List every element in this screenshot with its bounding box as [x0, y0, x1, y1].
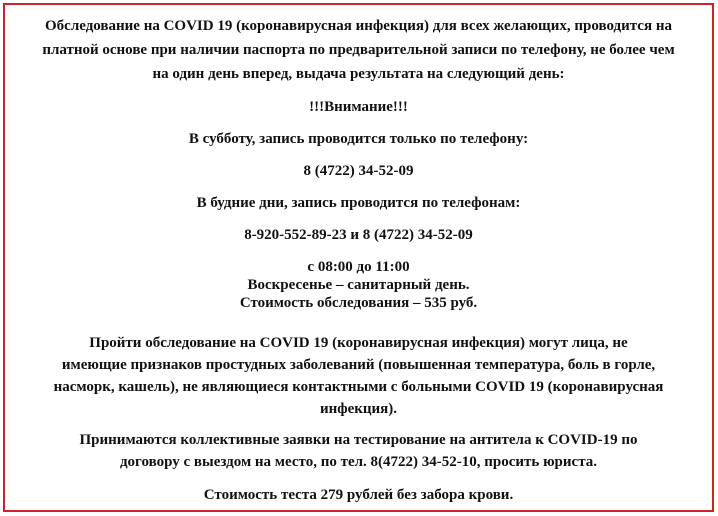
test-price: Стоимость теста 279 рублей без забора крови.	[203, 487, 514, 503]
intro-line-2: платной основе при наличии паспорта по предварительной записи по телефону, не более чем	[42, 42, 675, 58]
intro-line-3: на один день вперед, выдача результата на следующий день:	[152, 66, 565, 82]
saturday-phone: 8 (4722) 34-52-09	[303, 163, 414, 179]
eligibility-line-3: насморк, кашель), не являющиеся контактными с больными COVID 19 (коронавирусная	[53, 379, 664, 395]
collective-line-2: договору с выездом на место, по тел. 8(4722) 34-52-10, просить юриста.	[119, 454, 598, 470]
eligibility-line-1: Пройти обследование на COVID 19 (коронавирусная инфекция) могут лица, не	[89, 335, 628, 351]
sunday-note: Воскресенье – санитарный день.	[247, 277, 470, 293]
attention-heading: !!!Внимание!!!	[309, 99, 408, 115]
collective-line-1: Принимаются коллективные заявки на тестирование на антитела к COVID-19 по	[79, 432, 638, 448]
notice-frame	[3, 3, 714, 512]
intro-line-1: Обследование на COVID 19 (коронавирусная инфекция) для всех желающих, проводится на	[45, 18, 672, 34]
working-hours: с 08:00 до 11:00	[307, 259, 410, 275]
exam-price: Стоимость обследования – 535 руб.	[239, 295, 478, 311]
eligibility-line-4: инфекция).	[319, 401, 398, 417]
weekdays-phones: 8-920-552-89-23 и 8 (4722) 34-52-09	[244, 227, 473, 243]
eligibility-line-2: имеющие признаков простудных заболеваний (повышенная температура, боль в горле,	[61, 357, 656, 373]
saturday-text: В субботу, запись проводится только по телефону:	[188, 131, 529, 147]
weekdays-text: В будние дни, запись проводится по телефонам:	[196, 195, 521, 211]
